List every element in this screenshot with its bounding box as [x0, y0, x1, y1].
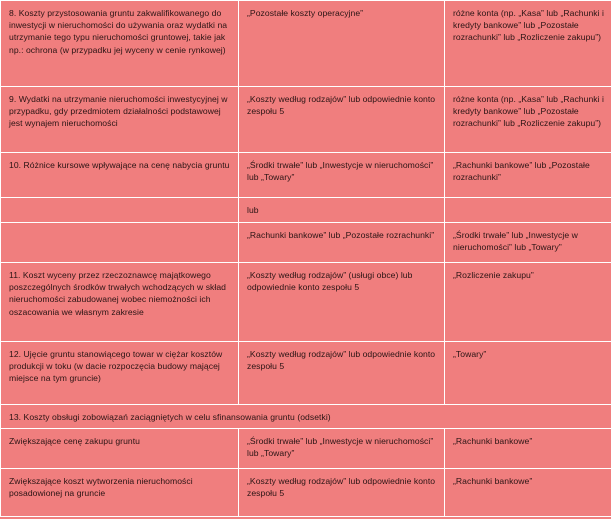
- cell-debit: „Koszty według rodzajów” lub odpowiednie konto zespołu 5: [239, 469, 445, 517]
- table-row: [1, 342, 611, 405]
- cell-description: Zwiększające koszt wytworzenia nieruchomości posadowionej na gruncie: [1, 469, 239, 517]
- cell-description: 11. Koszt wyceny przez rzeczoznawcę majątkowego poszczególnych środków trwałych wchodzących w skład nieruchomości zabudowanej wobec niemożności ich oszacowania we własnym zakresie: [1, 263, 239, 342]
- cell-credit: „Rachunki bankowe”: [445, 429, 611, 469]
- table-row: [1, 198, 611, 223]
- cell-credit: różne konta (np. „Kasa” lub „Rachunki i kredyty bankowe” lub „Pozostałe rozrachunki” lub „Rozliczenie zakupu”): [445, 1, 611, 87]
- cell-description: Zwiększające cenę zakupu gruntu: [1, 429, 239, 469]
- cell-description: 12. Ujęcie gruntu stanowiącego towar w ciężar kosztów produkcji w toku (w dacie rozpoczęcia budowy mającej miejsce na tym gruncie): [1, 342, 239, 405]
- cell-credit: [445, 198, 611, 223]
- cell-debit: „Środki trwałe” lub „Inwestycje w nieruchomości” lub „Towary”: [239, 153, 445, 198]
- cell-section-heading: 13. Koszty obsługi zobowiązań zaciągniętych w celu sfinansowania gruntu (odsetki): [1, 405, 611, 429]
- cell-debit: lub: [239, 198, 445, 223]
- table-row: [1, 223, 611, 263]
- cell-description: [1, 223, 239, 263]
- cell-description: [1, 198, 239, 223]
- cell-debit: „Pozostałe koszty operacyjne”: [239, 1, 445, 87]
- table-row: [1, 469, 611, 517]
- cell-description: 10. Różnice kursowe wpływające na cenę nabycia gruntu: [1, 153, 239, 198]
- cell-description: 9. Wydatki na utrzymanie nieruchomości inwestycyjnej w przypadku, gdy przedmiotem działalności podstawowej jest wynajem nieruchomości: [1, 87, 239, 153]
- cell-credit: różne konta (np. „Kasa” lub „Rachunki i kredyty bankowe” lub „Pozostałe rozrachunki” lub „Rozliczenie zakupu”): [445, 87, 611, 153]
- cell-debit: „Środki trwałe” lub „Inwestycje w nieruchomości” lub „Towary”: [239, 429, 445, 469]
- cell-description: 8. Koszty przystosowania gruntu zakwalifikowanego do inwestycji w nieruchomości do używania oraz wydatki na utrzymanie tego typu nieruchomości gruntowej, takie jak np.: ochrona (w przypadku jej wyceny w cenie rynkowej): [1, 1, 239, 87]
- cell-credit: „Rachunki bankowe” lub „Pozostałe rozrachunki”: [445, 153, 611, 198]
- cell-debit: „Rachunki bankowe” lub „Pozostałe rozrachunki”: [239, 223, 445, 263]
- table-row: [1, 87, 611, 153]
- cell-debit: „Koszty według rodzajów” lub odpowiednie konto zespołu 5: [239, 342, 445, 405]
- table-row: [1, 153, 611, 198]
- table-row: [1, 263, 611, 342]
- table-row-full: [1, 405, 611, 429]
- table-row: [1, 1, 611, 87]
- cell-credit: „Towary”: [445, 342, 611, 405]
- cell-debit: „Koszty według rodzajów” (usługi obce) lub odpowiednie konto zespołu 5: [239, 263, 445, 342]
- cell-credit: „Środki trwałe” lub „Inwestycje w nieruchomości” lub „Towary”: [445, 223, 611, 263]
- cell-credit: „Rachunki bankowe”: [445, 469, 611, 517]
- cell-credit: „Rozliczenie zakupu”: [445, 263, 611, 342]
- cell-debit: „Koszty według rodzajów” lub odpowiednie konto zespołu 5: [239, 87, 445, 153]
- table-row: [1, 429, 611, 469]
